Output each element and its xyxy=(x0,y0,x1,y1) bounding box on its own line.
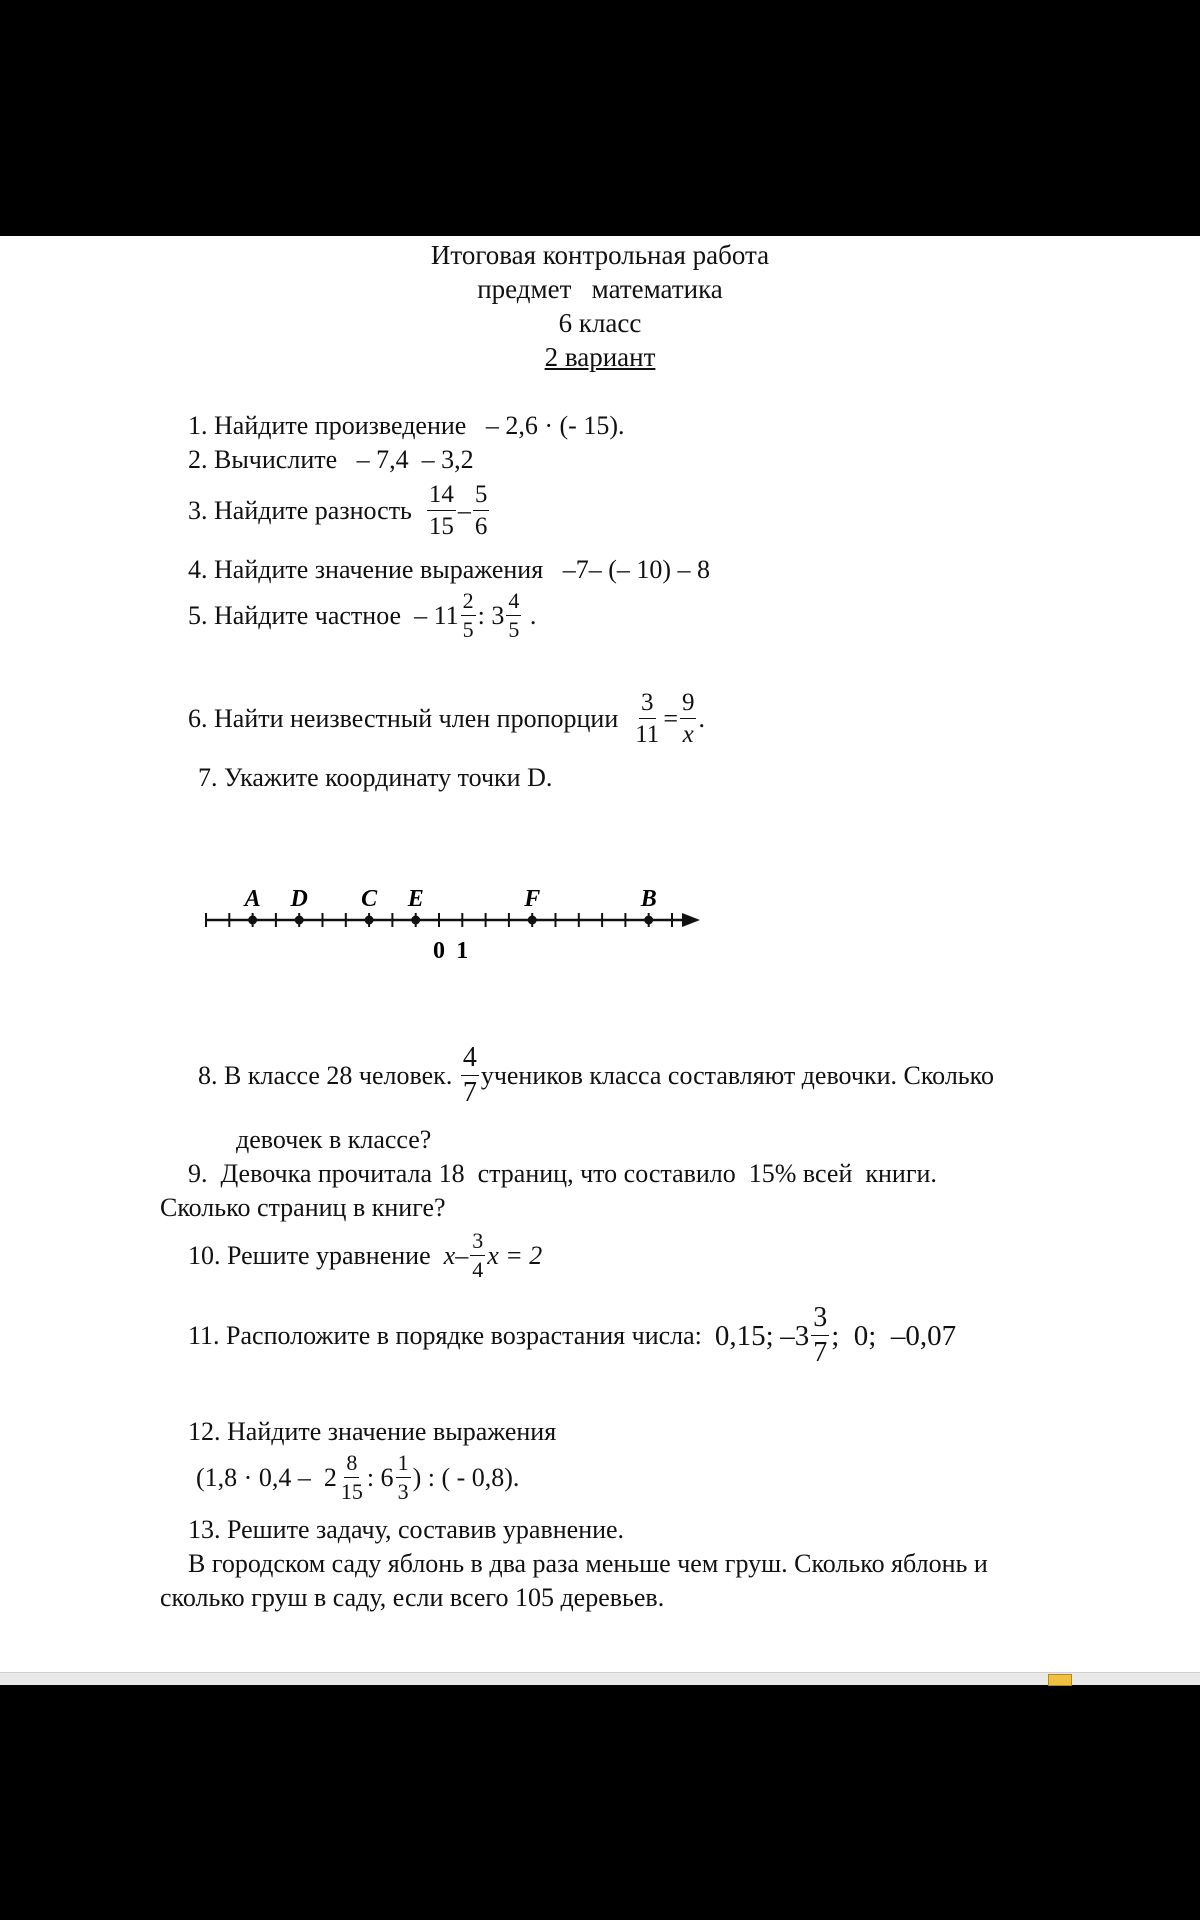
task-6: 6. Найти неизвестный член пропорции $\frac{3}{11}$ = $\frac{9}{x}$ . xyxy=(188,689,705,748)
point-label-b: B xyxy=(640,886,657,912)
variant: 2 вариант xyxy=(544,342,656,372)
task-11: 11. Расположите в порядке возрастания числа: 0,15; –3 $\frac{3}{7}$ ; 0; –0,07 xyxy=(188,1302,957,1368)
task-13-line3: сколько груш в саду, если всего 105 деревьев. xyxy=(160,1583,665,1612)
task-8-line2: девочек в классе? xyxy=(236,1125,432,1154)
point-label-a: A xyxy=(244,886,261,912)
task-4: 4. Найдите значение выражения –7– (– 10) – 8 xyxy=(188,555,711,584)
fraction: $\frac{5}{6}$ xyxy=(474,481,488,540)
task-10: 10. Решите уравнение x – $\frac{3}{4}$ x = 2 xyxy=(188,1228,543,1282)
fraction: $\frac{3}{4}$ xyxy=(472,1228,484,1282)
task-5: 5. Найдите частное – 11 $\frac{2}{5}$ : 3 $\frac{4}{5}$ . xyxy=(188,588,537,642)
fraction: $\frac{4}{5}$ xyxy=(508,588,520,642)
point-label-f: F xyxy=(524,886,541,912)
footer-icon xyxy=(1048,1674,1072,1686)
number-line xyxy=(200,878,720,988)
task-12: 12. Найдите значение выражения xyxy=(188,1417,557,1446)
task-12-expression: (1,8 · 0,4 – 2 $\frac{8}{15}$ : 6 $\frac{1}{3}$ ) : ( - 0,8). xyxy=(196,1450,520,1504)
fraction: $\frac{4}{7}$ xyxy=(462,1042,477,1108)
task-2: 2. Вычислите – 7,4 – 3,2 xyxy=(188,445,474,474)
page-footer-bar xyxy=(0,1672,1200,1685)
point-d xyxy=(295,916,304,925)
point-label-d: D xyxy=(290,886,308,912)
tick-label-0: 0 xyxy=(433,938,445,964)
task-9-line2: Сколько страниц в книге? xyxy=(160,1193,446,1222)
task-1: 1. Найдите произведение – 2,6 · (- 15). xyxy=(188,411,625,440)
point-label-c: C xyxy=(361,886,378,912)
point-a xyxy=(248,916,257,925)
subject: предмет математика xyxy=(477,274,723,304)
fraction: $\frac{8}{15}$ xyxy=(340,1450,363,1504)
fraction: $\frac{14}{15}$ xyxy=(428,481,454,540)
task-13: 13. Решите задачу, составив уравнение. xyxy=(188,1515,625,1544)
title: Итоговая контрольная работа xyxy=(430,240,770,270)
point-c xyxy=(365,916,374,925)
task-13-line2: В городском саду яблонь в два раза меньше чем груш. Сколько яблонь и xyxy=(188,1549,988,1578)
fraction: $\frac{2}{5}$ xyxy=(462,588,474,642)
fraction: $\frac{3}{11}$ xyxy=(635,689,660,748)
task-8: 8. В классе 28 человек. $\frac{4}{7}$ учеников класса составляют девочки. Сколько xyxy=(198,1042,994,1108)
fraction: $\frac{3}{7}$ xyxy=(813,1302,828,1368)
task-3: 3. Найдите разность $\frac{14}{15}$ – $\frac{5}{6}$ xyxy=(188,481,488,540)
task-9: 9. Девочка прочитала 18 страниц, что составило 15% всей книги. xyxy=(188,1159,937,1188)
fraction: $\frac{1}{3}$ xyxy=(397,1450,409,1504)
point-label-e: E xyxy=(407,886,424,912)
point-e xyxy=(411,916,420,925)
task-7: 7. Укажите координату точки D. xyxy=(198,763,553,792)
grade: 6 класс xyxy=(558,308,642,338)
point-b xyxy=(644,916,653,925)
point-f xyxy=(528,916,537,925)
tick-label-1: 1 xyxy=(456,938,469,964)
number-line-arrow xyxy=(682,913,700,927)
fraction: $\frac{9}{x}$ xyxy=(681,689,695,748)
